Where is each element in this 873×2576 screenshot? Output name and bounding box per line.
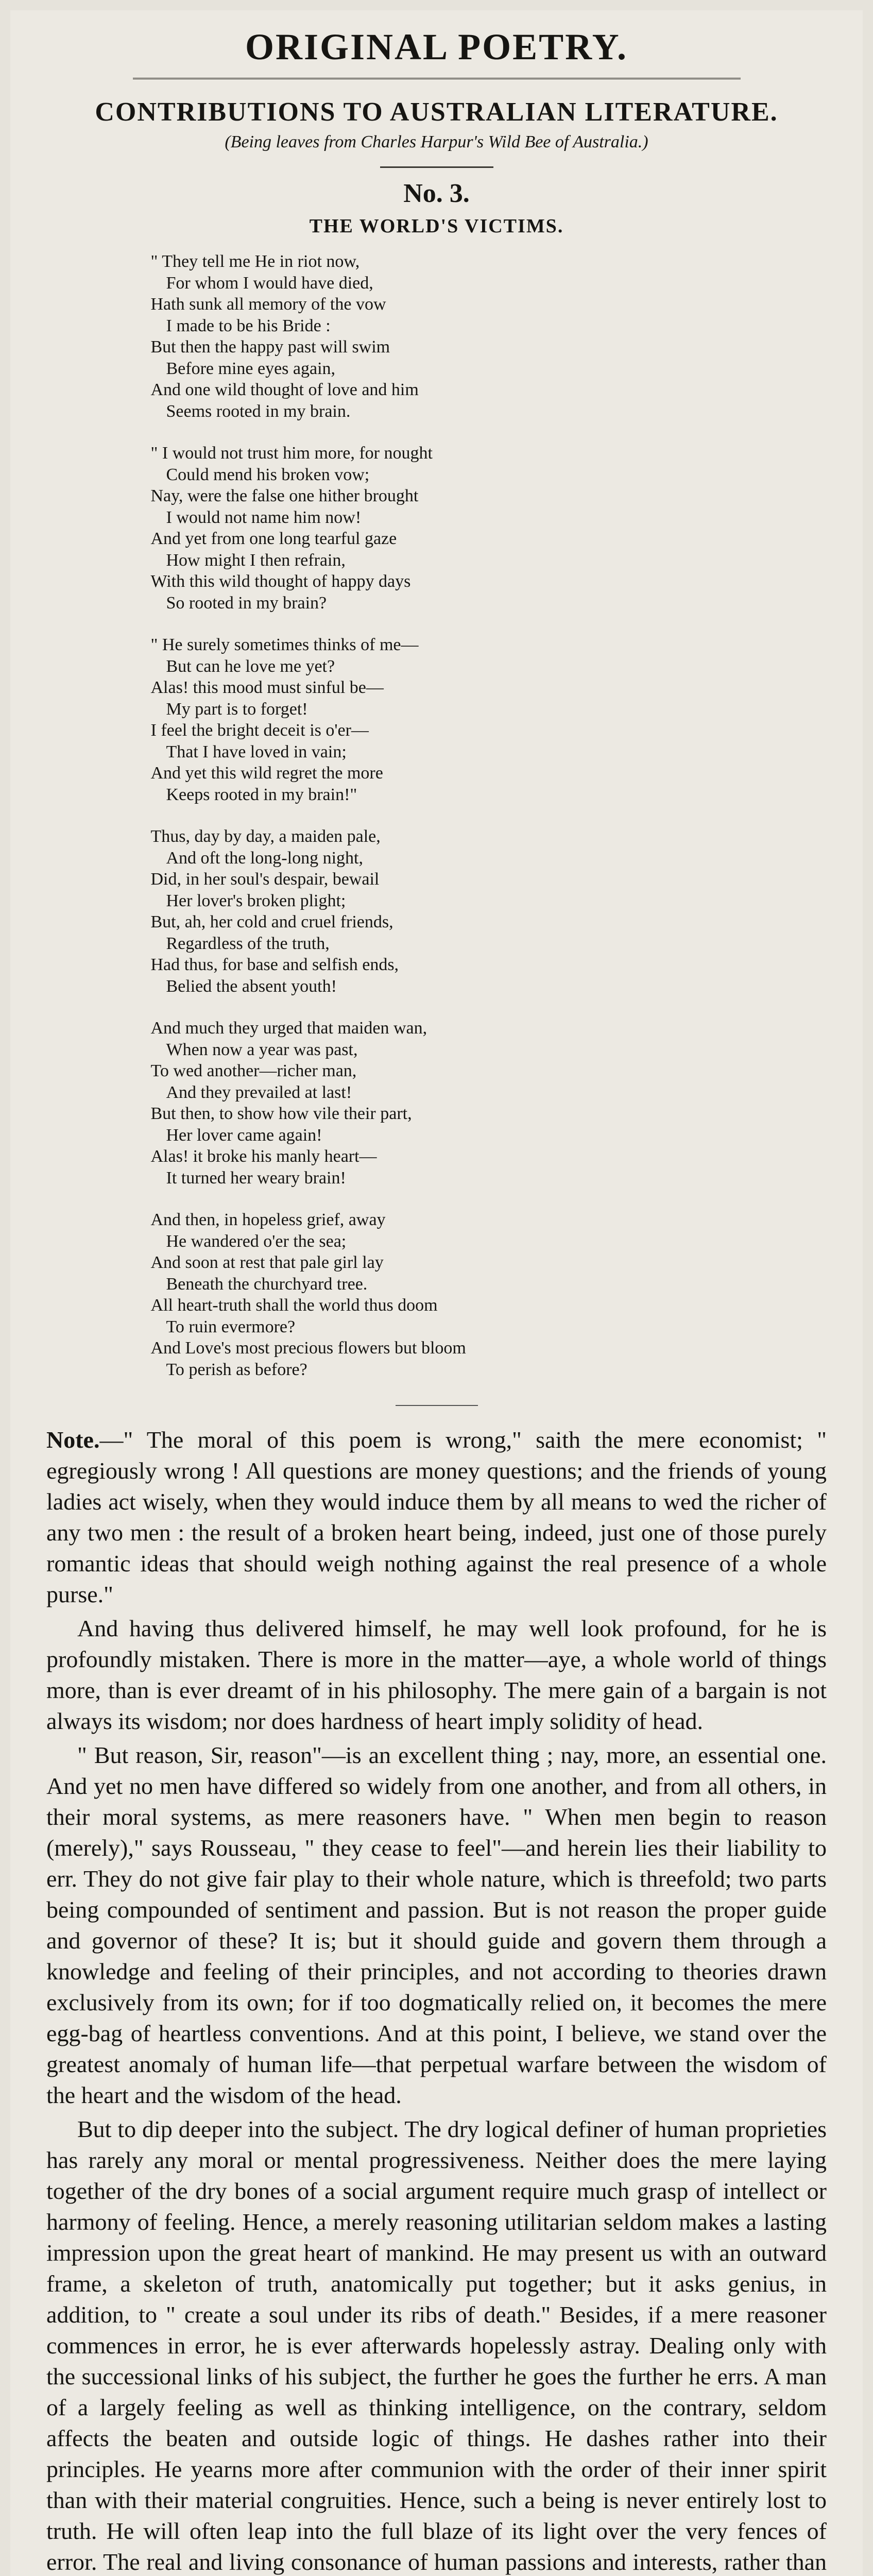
poem-line: Alas! it broke his manly heart— [150, 1147, 377, 1166]
poem-line: It turned her weary brain! [166, 1168, 346, 1188]
stanza [151, 251, 723, 422]
divider-rule [380, 166, 493, 168]
poem-line: Nay, were the false one hither brought [150, 486, 419, 505]
poem-line: All heart-truth shall the world thus doom [150, 1296, 438, 1315]
note-paragraph: And having thus delivered himself, he may well look profound, for he is profoundly mistaken. There is more in the matter—aye, a whole world of things more, than is ever dreamt of in his philosophy. The mere gain of a bargain is not always its wisdom; nor does hardness of heart imply solidity of head. [46, 1615, 827, 1734]
poem-line: But can he love me yet? [166, 656, 335, 676]
stanza [151, 443, 723, 614]
poem-line: Regardless of the truth, [166, 934, 330, 953]
poem-line: He wandered o'er the sea; [166, 1231, 347, 1251]
poem-line: Seems rooted in my brain. [166, 401, 351, 421]
poem-line: Her lover came again! [166, 1125, 322, 1145]
poem-line: And Love's most precious flowers but bloom [150, 1338, 466, 1358]
poem-line: " I would not trust him more, for nought [150, 444, 433, 463]
poem-line: And then, in hopeless grief, away [150, 1210, 386, 1229]
poem-line: " They tell me He in riot now, [150, 252, 360, 271]
poem-line: Hath sunk all memory of the vow [150, 295, 386, 314]
poem-end-rule [396, 1405, 478, 1406]
note-paragraph [46, 1425, 827, 1610]
contributions-title: CONTRIBUTIONS TO AUSTRALIAN LITERATURE. [95, 97, 778, 127]
poem-line: Alas! this mood must sinful be— [150, 678, 384, 697]
poem-line: How might I then refrain, [166, 550, 346, 570]
poem-line: But then, to show how vile their part, [150, 1104, 412, 1123]
note-paragraph: But to dip deeper into the subject. The dry logical definer of human proprieties has rarely any moral or mental progressiveness. Neither does the mere laying together of the dry bones of a social argument require much grasp of intellect or harmony of feeling. Hence, a merely reasoning utilitarian seldom makes a lasting impression upon the great heart of mankind. He may present us with an outward frame, a skeleton of truth, anatomically put together; but it asks genius, in addition, to " create a soul under its ribs of death." Besides, if a mere reasoner commences in error, he is ever afterwards hopelessly astray. Dealing only with the successional links of his subject, the further he goes the further he errs. A man of a largely feeling as well as thinking intelligence, on the contrary, seldom affects the beaten and outside logic of things. He dashes rather into their principles. He yearns more after communion with the order of their inner spirit than with their material congruities. Hence, such a being is never entirely lost to truth. He will often leap into the full blaze of its light over the very fences of error. The real and living consonance of human passions and interests, rather than [46, 2116, 827, 2575]
poem-line: But then the happy past will swim [150, 337, 390, 357]
section-rule [133, 78, 741, 79]
poem-line: And one wild thought of love and him [150, 380, 419, 399]
poem-line: Thus, day by day, a maiden pale, [150, 827, 381, 846]
poem-line: That I have loved in vain; [166, 742, 347, 761]
poem-line: Had thus, for base and selfish ends, [150, 955, 399, 974]
editorial-note [46, 1425, 827, 2576]
poem-line: " He surely sometimes thinks of me— [150, 635, 419, 654]
poem-line: And yet from one long tearful gaze [150, 529, 397, 548]
stanza [151, 826, 723, 997]
note-paragraph-text: —" The moral of this poem is wrong," saith the mere economist; " egregiously wrong ! All questions are money questions; and the friends of young ladies act wisely, when they would induce them by all means to wed the richer of any two men : the result of a broken heart being, indeed, just one of those purely romantic ideas that should weigh nothing against the real presence of a whole purse." [46, 1427, 827, 1607]
poem-line: Did, in her soul's despair, bewail [150, 870, 380, 889]
note-label: Note. [46, 1427, 100, 1453]
note-paragraph: " But reason, Sir, reason"—is an excellent thing ; nay, more, an essential one. And yet no men have differed so widely from one another, and from all others, in their moral systems, as mere reasoners have. " When men begin to reason (merely)," says Rousseau, " they cease to feel"—and herein lies their liability to err. They do not give fair play to their whole nature, which is threefold; two parts being compounded of sentiment and passion. But is not reason the proper guide and governor of these? It is; but it should guide and govern them through a knowledge and feeling of their principles, and not according to theories drawn exclusively from its own; for if too dogmatically relied on, it becomes the mere egg-bag of heartless conventions. And at this point, I believe, we stand over the greatest anomaly of human life—that perpetual warfare between the wisdom of the heart and the wisdom of the head. [46, 1742, 827, 2108]
poem-line: Could mend his broken vow; [166, 465, 370, 484]
poem-line: To ruin evermore? [166, 1317, 296, 1336]
subtitle: (Being leaves from Charles Harpur's Wild Bee of Australia.) [225, 132, 648, 151]
poem-line: And much they urged that maiden wan, [150, 1019, 427, 1038]
poem-line: Belied the absent youth! [166, 976, 337, 996]
poem-line: I feel the bright deceit is o'er— [150, 721, 369, 740]
poem-line: For whom I would have died, [166, 273, 373, 293]
poem-line: And soon at rest that pale girl lay [150, 1253, 384, 1272]
poem-line: Beneath the churchyard tree. [166, 1274, 368, 1294]
poem-line: My part is to forget! [166, 699, 308, 719]
poem-line: But, ah, her cold and cruel friends, [150, 912, 393, 931]
stanza [151, 634, 723, 805]
poem-line: Before mine eyes again, [166, 359, 336, 378]
poem-line: Her lover's broken plight; [166, 891, 346, 910]
section-title: ORIGINAL POETRY. [245, 26, 628, 67]
poem-line: So rooted in my brain? [166, 593, 327, 613]
poem [151, 251, 723, 1380]
stanza [151, 1209, 723, 1380]
poem-line: I made to be his Bride : [166, 316, 331, 335]
issue-number: No. 3. [403, 179, 470, 208]
poem-line: And they prevailed at last! [166, 1082, 352, 1102]
poem-line: I would not name him now! [166, 507, 362, 527]
poem-title: THE WORLD'S VICTIMS. [309, 215, 564, 237]
poem-line: To wed another—richer man, [150, 1061, 357, 1080]
poem-line: With this wild thought of happy days [150, 572, 411, 591]
poem-line: And yet this wild regret the more [150, 764, 383, 783]
poem-line: Keeps rooted in my brain!" [166, 785, 357, 804]
newspaper-page [10, 10, 863, 2576]
poem-line: And oft the long-long night, [166, 848, 363, 868]
poem-line: To perish as before? [166, 1360, 307, 1379]
stanza [151, 1018, 723, 1189]
poem-line: When now a year was past, [166, 1040, 358, 1059]
